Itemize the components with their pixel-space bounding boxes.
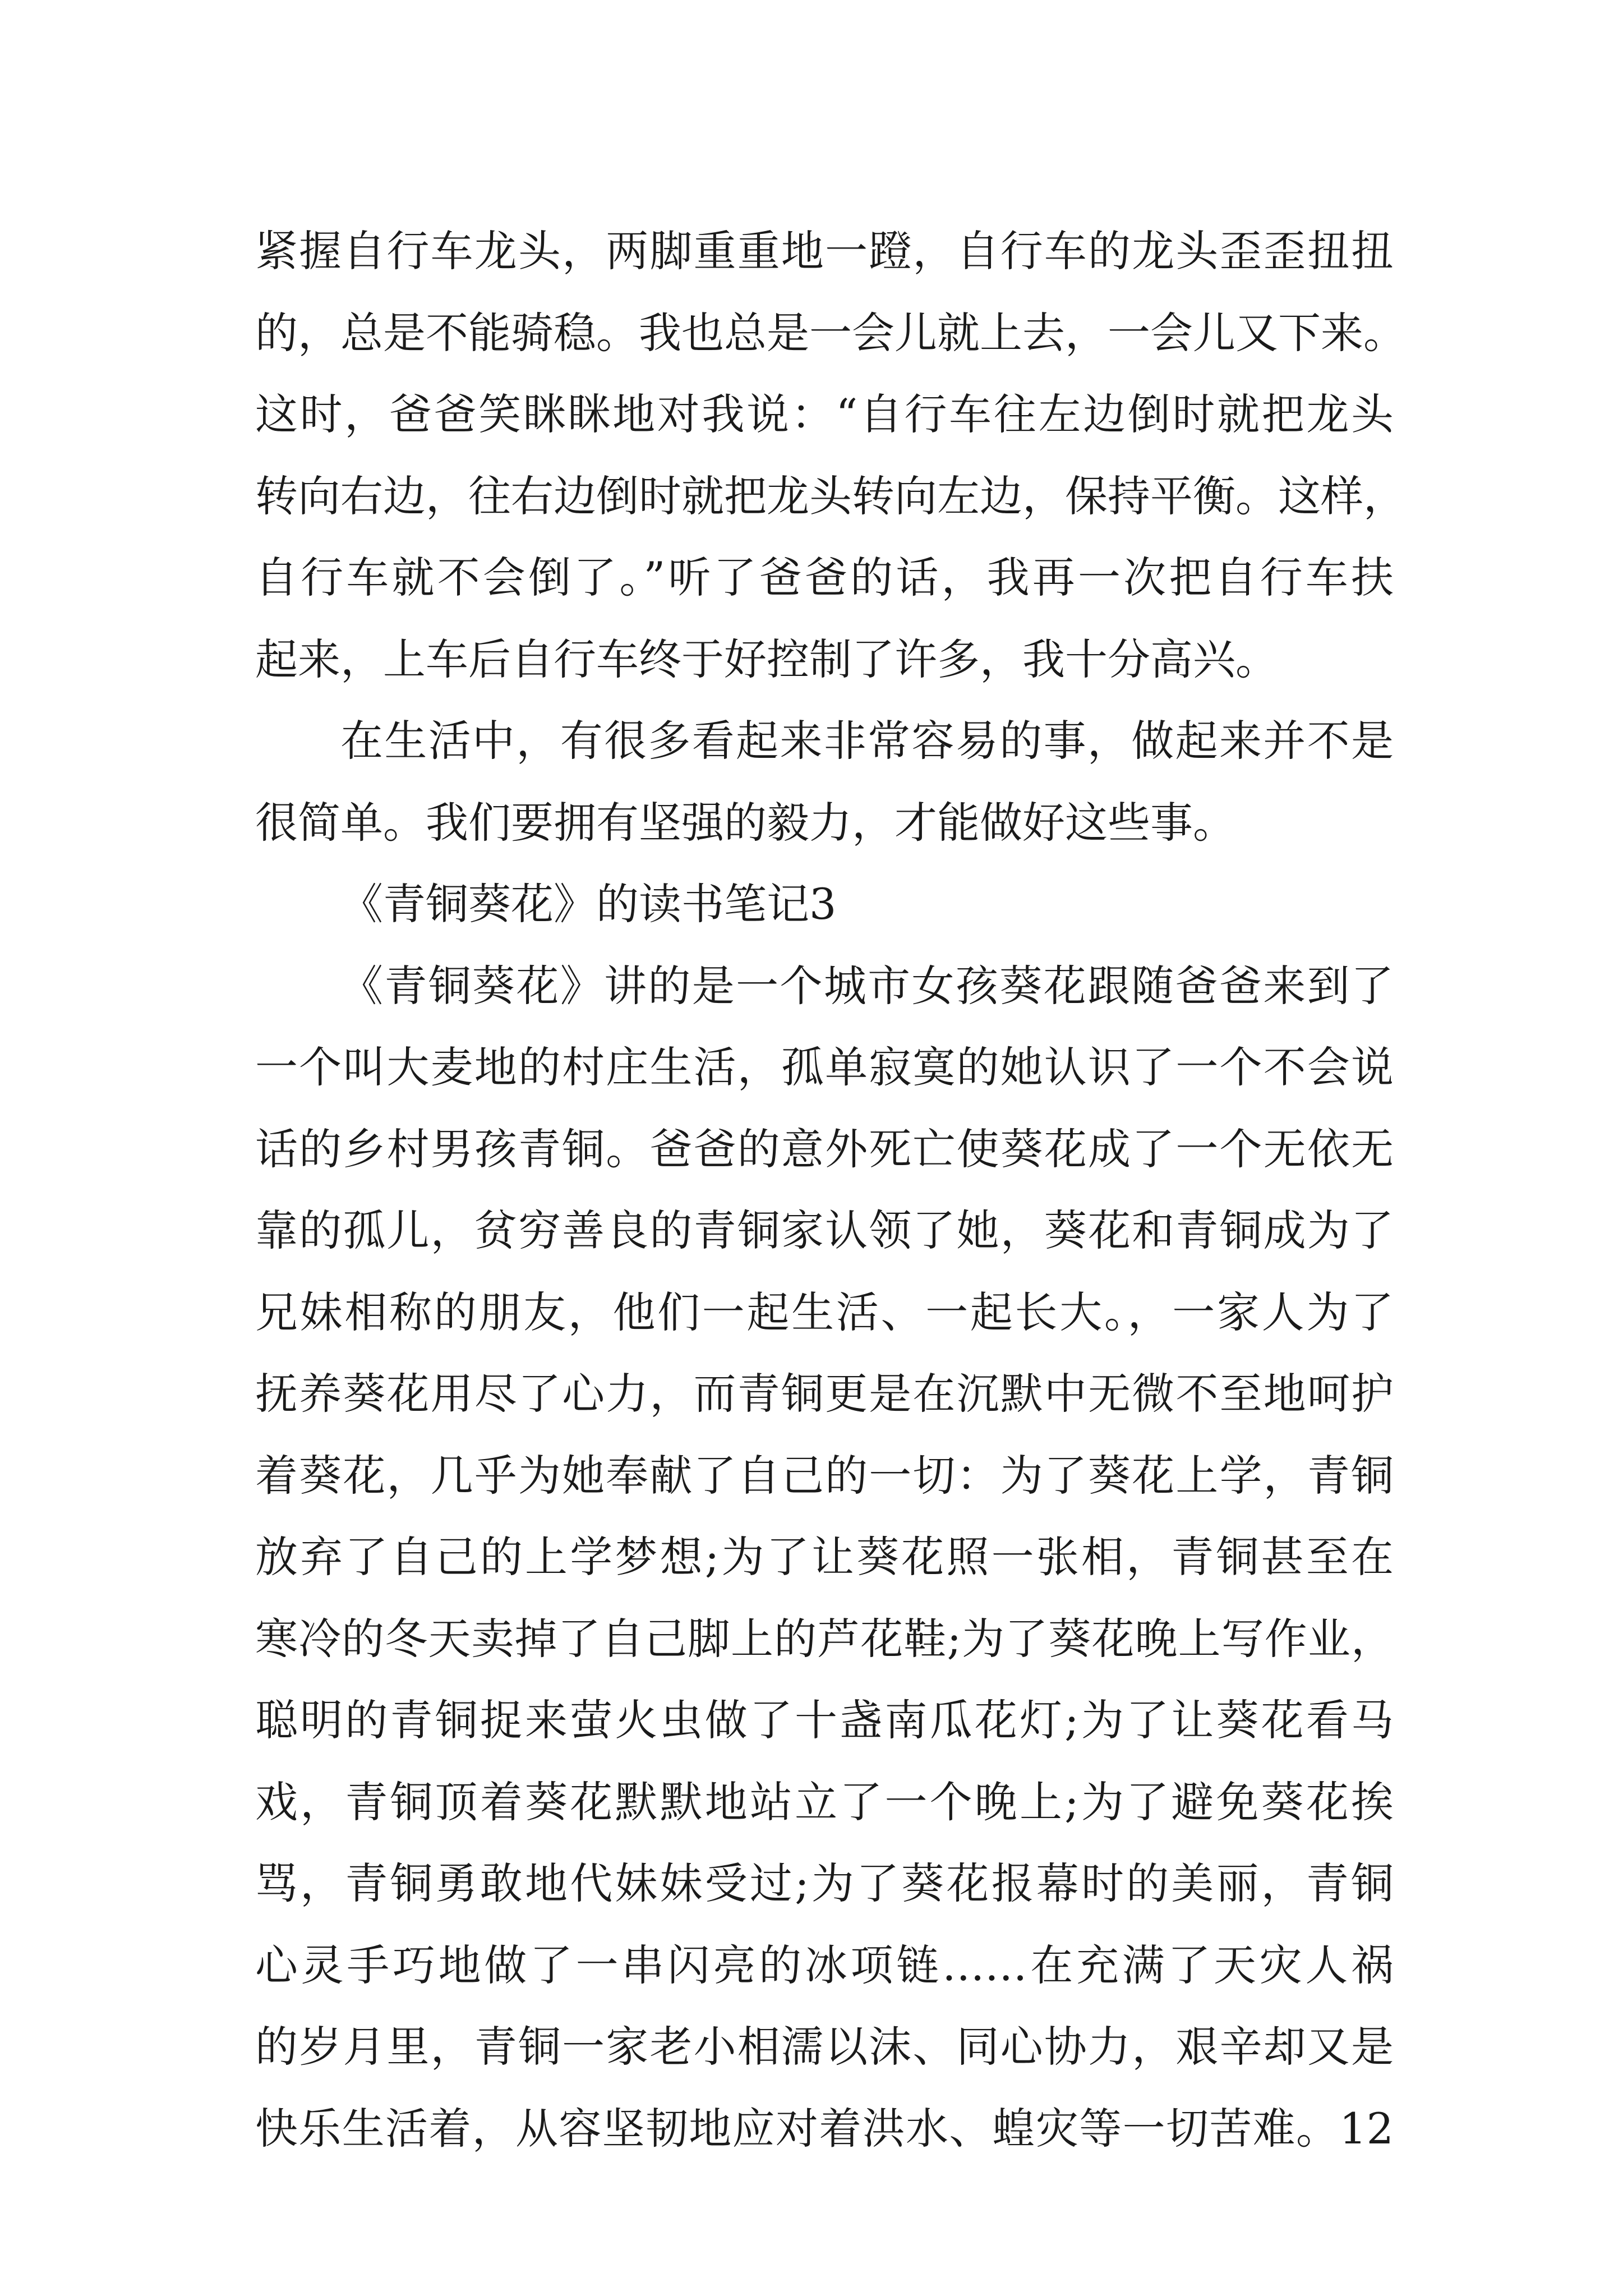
section-heading: 《青铜葵花》的读书笔记3 [340, 879, 837, 929]
text-line: 的岁月里，青铜一家老小相濡以沫、同心协力，艰辛却又是 [255, 2022, 1394, 2072]
text-line: 话的乡村男孩青铜。爸爸的意外死亡使葵花成了一个无依无 [255, 1124, 1394, 1174]
text-line: 放弃了自己的上学梦想;为了让葵花照一张相，青铜甚至在 [255, 1532, 1394, 1582]
text-line: 自行车就不会倒了。”听了爸爸的话，我再一次把自行车扶 [255, 553, 1394, 602]
text-line: 骂，青铜勇敢地代妹妹受过;为了葵花报幕时的美丽，青铜 [255, 1858, 1394, 1908]
text-line: 很简单。我们要拥有坚强的毅力，才能做好这些事。 [255, 797, 1235, 848]
text-line: 着葵花，几乎为她奉献了自己的一切：为了葵花上学，青铜 [255, 1450, 1394, 1501]
text-line: 紧握自行车龙头，两脚重重地一蹬，自行车的龙头歪歪扭扭 [255, 226, 1394, 276]
text-line: 在生活中，有很多看起来非常容易的事，做起来并不是 [340, 716, 1394, 766]
text-line: 戏，青铜顶着葵花默默地站立了一个晚上;为了避免葵花挨 [255, 1777, 1394, 1827]
text-line: 转向右边，往右边倒时就把龙头转向左边，保持平衡。这样， [255, 471, 1406, 521]
text-line: 兄妹相称的朋友，他们一起生活、一起长大。，一家人为了 [255, 1287, 1394, 1337]
text-line: 抚养葵花用尽了心力，而青铜更是在沉默中无微不至地呵护 [255, 1369, 1394, 1419]
text-line: 这时，爸爸笑眯眯地对我说：“自行车往左边倒时就把龙头 [255, 389, 1394, 439]
body-text [255, 210, 1406, 2169]
text-line: 聪明的青铜捉来萤火虫做了十盏南瓜花灯;为了让葵花看马 [255, 1695, 1394, 1745]
text-line: 的，总是不能骑稳。我也总是一会儿就上去，一会儿又下来。 [255, 307, 1406, 358]
text-line: 《青铜葵花》讲的是一个城市女孩葵花跟随爸爸来到了 [340, 960, 1394, 1011]
text-line: 快乐生活着，从容坚韧地应对着洪水、蝗灾等一切苦难。12 [255, 2103, 1394, 2154]
text-line: 一个叫大麦地的村庄生活，孤单寂寞的她认识了一个不会说 [255, 1042, 1394, 1092]
text-line: 心灵手巧地做了一串闪亮的冰项链……在充满了天灾人祸 [255, 1940, 1394, 1990]
text-line: 起来，上车后自行车终于好控制了许多，我十分高兴。 [255, 634, 1278, 684]
text-line: 寒冷的冬天卖掉了自己脚上的芦花鞋;为了葵花晚上写作业， [255, 1613, 1394, 1664]
text-line: 靠的孤儿，贫穷善良的青铜家认领了她，葵花和青铜成为了 [255, 1205, 1394, 1255]
